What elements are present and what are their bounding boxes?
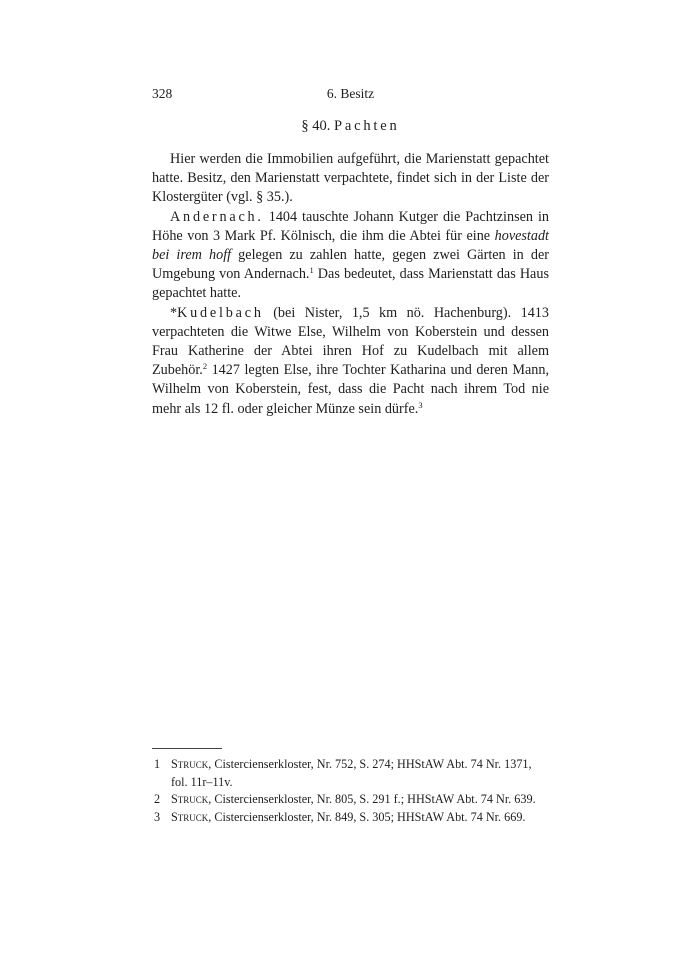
footnote-number: 2 (154, 792, 161, 806)
section-symbol: § 40. (301, 118, 331, 134)
place-name-kudelbach: Kudelbach (177, 304, 264, 321)
chapter-title: 6. Besitz (326, 86, 375, 101)
running-head (152, 86, 549, 106)
paragraph-kudelbach (152, 304, 549, 419)
footnote-author: Struck (171, 809, 209, 824)
footnote-number: 1 (154, 757, 161, 771)
kudelbach-text-1: (bei Nister, 1,5 km nö. Hachenburg). 1413 verpachteten die Witwe Else, Wilhelm von Koberstein und dessen Frau Katherine der Abtei ihren Hof zu Kudelbach mit allem Zubehör. (152, 304, 549, 379)
place-name-andernach: Andernach. (170, 208, 264, 225)
footnote (152, 756, 549, 791)
footnotes (152, 756, 549, 826)
footnote-text: , Cistercienserkloster, Nr. 849, S. 305; HHStAW Abt. 74 Nr. 669. (208, 809, 526, 824)
paragraph-andernach (152, 208, 549, 304)
andernach-text-1: 1404 tauschte Johann Kutger die Pachtzinsen in Höhe von 3 Mark Pf. Kölnisch, die ihm die Abtei für eine (152, 208, 549, 244)
footnote-author: Struck (171, 792, 209, 806)
body-text (152, 150, 549, 419)
footnote-number: 3 (154, 809, 161, 824)
footnote-divider (152, 748, 222, 749)
footnote-author: Struck (171, 757, 209, 771)
andernach-text-2: gelegen zu zahlen hatte, gegen zwei Gärten in der Umgebung von Andernach. (152, 247, 549, 283)
andernach-quotation: hovestadt bei irem hoff (152, 227, 549, 264)
footnote-ref-1[interactable]: 1 (309, 265, 314, 276)
footnote (152, 791, 549, 809)
asterisk-marker: * (170, 304, 178, 321)
footnote-text: , Cistercienserkloster, Nr. 752, S. 274; HHStAW Abt. 74 Nr. 1371, fol. 11r–11v. (171, 757, 532, 789)
section-heading (152, 118, 549, 135)
section-title: Pachten (334, 118, 400, 134)
footnote-ref-3[interactable]: 3 (418, 399, 423, 410)
footnote (152, 809, 549, 827)
andernach-text-3: Das bedeutet, dass Marienstatt das Haus gepachtet hatte. (152, 266, 549, 302)
paragraph-intro: Hier werden die Immobilien aufgeführt, die Marienstatt gepachtet hatte. Besitz, den Marienstatt verpachtete, findet sich in der Liste der Klostergüter (vgl. § 35.). (152, 151, 549, 206)
footnote-text: , Cistercienserkloster, Nr. 805, S. 291 f.; HHStAW Abt. 74 Nr. 639. (208, 792, 536, 806)
footnote-ref-2[interactable]: 2 (202, 361, 208, 372)
page-number: 328 (152, 86, 173, 101)
kudelbach-text-2: 1427 legten Else, ihre Tochter Katharina und deren Mann, Wilhelm von Koberstein, fest, dass die Pacht nach ihrem Tod nie mehr als 12 fl. oder gleicher Münze sein dürfe. (152, 362, 549, 417)
